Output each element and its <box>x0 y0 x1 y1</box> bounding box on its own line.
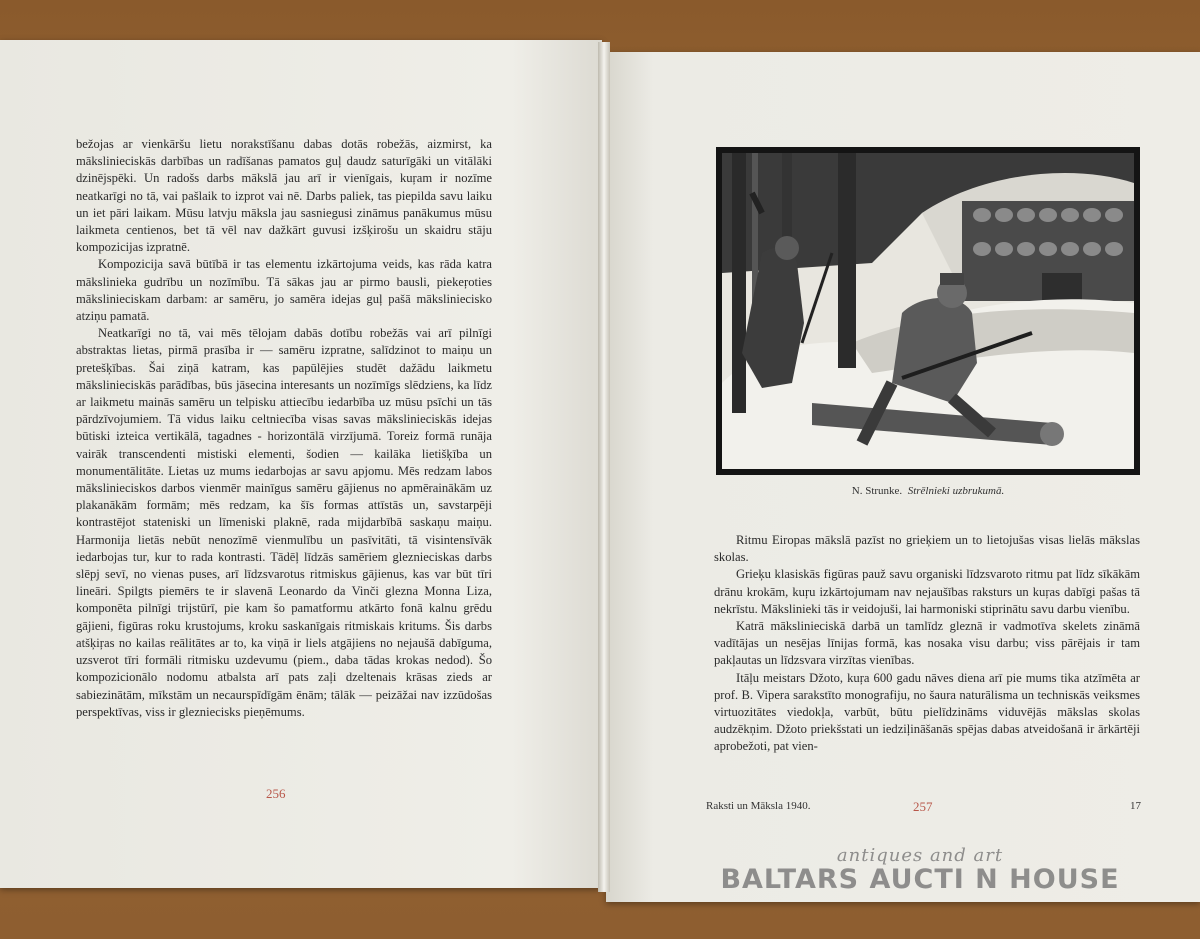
signature-number: 17 <box>1130 800 1141 812</box>
right-page-body <box>714 532 1140 756</box>
left-paragraph-1: bežojas ar vienkāršu lietu norakstīšanu dabas dotās robežās, aizmirst, ka mākslinieciskās darbības un radīšanas pamatos guļ daudz saturīgāki un vitālāki dzinējspēki. Un radošs darbs mākslā jau arī ir vienīgais, kuŗam ir nozīme neatkarīgi no tā, vai pašlaik to izprot vai nē. Darbs paliek, tas piepilda savu laiku un iet pāri laikam. Mūsu latvju māksla jau sasniegusi zināmus panākumus mūsu laikmeta centienos, bet tā vēl nav dažkārt guvusi izšķirošu un skaidru stāju kompozicijas izpratnē. <box>76 137 492 255</box>
caption-title: Strēlnieki uzbrukumā. <box>907 485 1005 497</box>
right-paragraph-2: Grieķu klasiskās figūras pauž savu organiski līdzsvaroto ritmu pat līdz sīkākām drānu krokām, kuŗu izkārtojumam nav nejaušības raksturs un kuŗas dabīgi pašas tā nekrīstu. Mākslinieki tās ir veidojuši, lai harmoniski stiprinātu savu darbu vienību. <box>714 567 1140 616</box>
watermark-line2: BALTARS AUCTI N HOUSE <box>720 864 1120 895</box>
book-gutter <box>598 42 610 892</box>
right-paragraph-3: Katrā mākslinieciskā darbā un tamlīdz gleznā ir vadmotīva skelets zināmā vadītājas un nesējas līnijas formā, kas nosaka visu darbu; viss pārējais ir tam pakļautas un līdzsvara virzītas vienības. <box>714 619 1140 668</box>
woodcut-illustration <box>722 153 1134 469</box>
illustration-frame <box>716 147 1140 475</box>
figure-caption <box>716 485 1140 497</box>
caption-author: N. Strunke. <box>851 485 903 497</box>
journal-footer: Raksti un Māksla 1940. <box>706 800 811 812</box>
left-paragraph-2: Kompozicija savā būtībā ir tas elementu izkārtojuma veids, kas rāda katra mākslinieka gudrību un nozīmību. Tā sākas jau ar pirmo bausli, piekeŗoties mākslinieciskam darbam: ar samēru, jo samēra idejas guļ pašā mākslinieciskо atziņu pamatā. <box>76 257 492 324</box>
right-page-number: 257 <box>913 799 933 814</box>
left-page-number: 256 <box>266 786 286 801</box>
watermark-line1: antiques and art <box>836 845 1004 866</box>
right-paragraph-4: Itāļu meistars Džoto, kuŗa 600 gadu nāves diena arī pie mums tika atzīmēta ar prof. B. Vipera sarakstīto monografiju, no šaura naturālisma un technisкās veiksmes virtuozitātes viedokļa, varbūt, būtu pielīdzināms viduvējās mākslas skolas audzēkņim. Džoto priekšstati un iedziļināšanās spējas dabas atveidošanā ir ārkārtēji aprobežoti, pat vien- <box>714 670 1140 754</box>
left-page-body <box>76 136 492 721</box>
left-paragraph-3: Neatkarīgi no tā, vai mēs tēlojam dabās dotību robežās vai arī pilnīgi abstraktas lietas, pirmā prasība ir — samēru izpratne, salīdzinot to maiņu un pretešķības. Šai ziņā katram, kas papūlējies studēt dažādu laikmetu mākslinieciskās parādības, būs jāsecina interesants un nozīmīgs slēdziens, ka līdz ar laikmetu mainās samēru un telpisku attiecību iedarbība uz mūsu psīchi un tās pārdzīvojumiem. Tā vidus laiku celtniecība visas savas mākslinieciskās idejas būtiski izteica vertikālā, tagadnes - horizontālā virzījumā. Toreiz formā runāja vairāk transcendenti mistiski elementi, šodien — kailāka lietišķība un monumentālitāte. Lietas uz mums iedarbojas ar savu apjomu. Mēs redzam labos mākslinieciskos darbos vienmēr mainīgus samēru gājienus no apmērainākām uz plakanākām formām; mēs redzam, ka šīs formas attīstās un, savstarpēji kontrastējot stateniski un līmeniski plaknē, rada mijdarbībā saskaņu maiņu. Harmonija lietās nebūt nenozīmē vienmulību un pasīvitāti, tā visintensīvāk iedarbojas tur, kur to rada kontrasti. Tādēļ līdzās samēriem gleznieciskas darbs slēpj sevī, no vienas puses, arī līdzsvarotus ritmiskus gājienus, kas var būt tīri lineāri. Spilgts piemērs te ir slavenā Leonardo da Vinči glezna Monna Liza, komponēta pilnīgi trijstūrī, pie kam šo pamatformu atkārto fonā kalnu grēdu gājieni, figūras roku krustojums, kroku saskanīgais ritmiskais kritums. Šis darbs atšķiŗas no kailas reālitātes ar to, ka viņā ir liels atgājiens no nejaušā dabīguma, uzsverot tīri formāli ritmisku uzdevumu (piem., daba tādas krokas nedod). Šo kompozicionālo nodomu atbalsta arī pats zaļi dzeltenais krāsas zieds ar sabiezinātām, mīkstām un necaurspīdīgām ēnām; tālāk — peizāžai nav izzūdošas perspektīvas, viss ir gleznieciskѕ pieņēmums. <box>76 326 492 719</box>
right-paragraph-1: Ritmu Eiropas mākslā pazīst no grieķiem un to lietojušas visas lielās mākslas skolas. <box>714 533 1140 565</box>
auction-watermark <box>720 845 1120 895</box>
